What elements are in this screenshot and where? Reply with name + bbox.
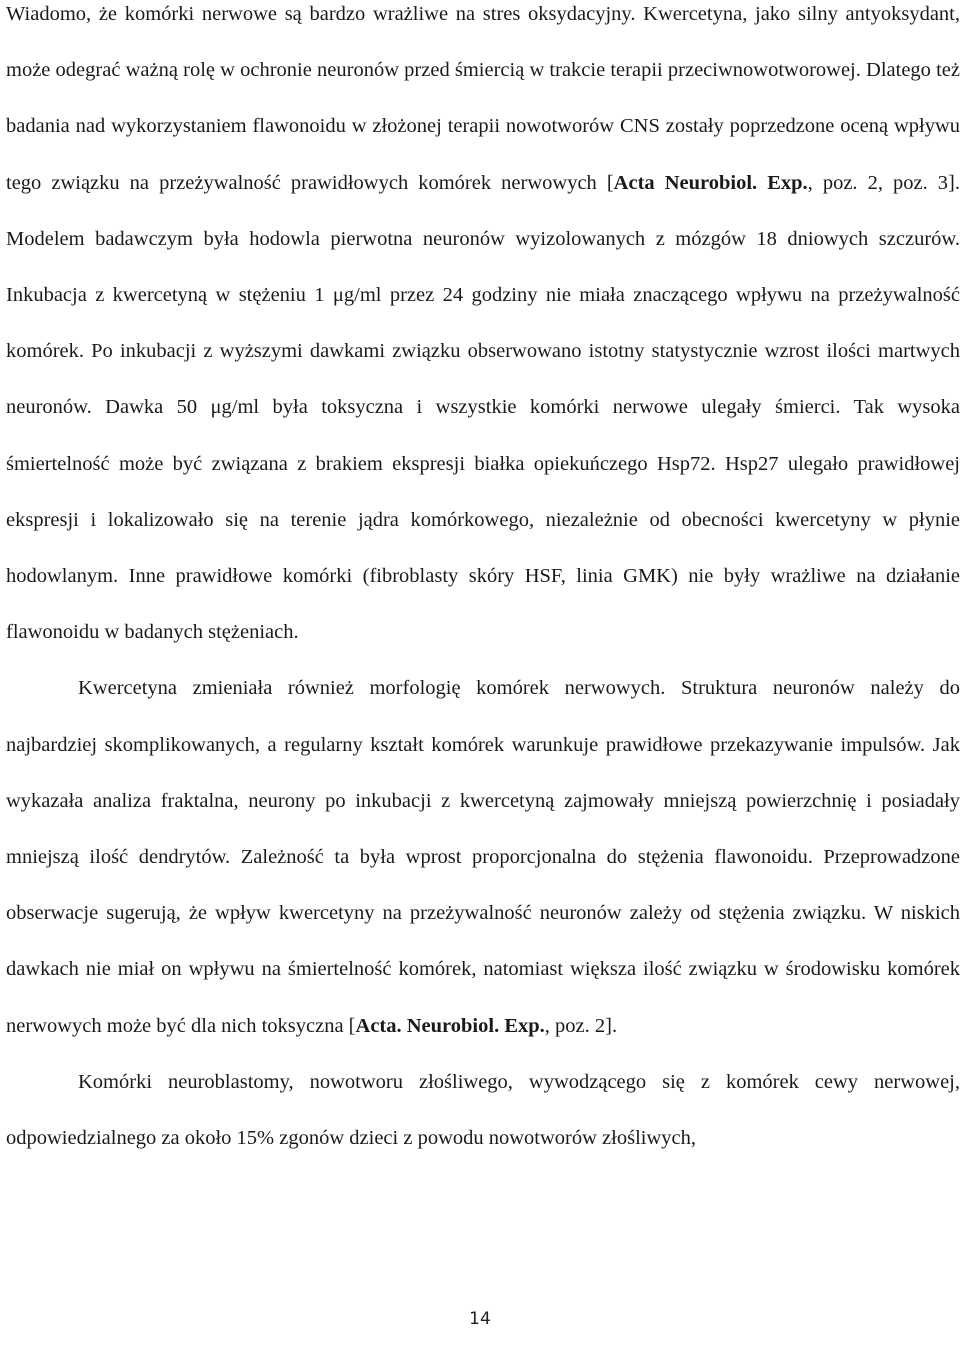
paragraph-1-text-a: Wiadomo, że komórki nerwowe są bardzo wrażliwe na stres oksydacyjny. Kwercetyna, jako silny antyoksydant, może odegrać ważną rolę w ochronie neuronów przed śmiercią w trakcie terapii przeciwnowotworowej. Dlatego też badania nad wykorzystaniem flawonoidu w złożonej terapii nowotworów CNS zostały poprzedzone oceną wpływu tego związku na przeżywalność prawidłowych komórek nerwowych [ (6, 3, 960, 194)
paragraph-1-text-b: , poz. 2, poz. 3]. Modelem badawczym była hodowla pierwotna neuronów wyizolowanych z mózgów 18 dniowych szczurów. Inkubacja z kwercetyną w stężeniu 1 μg/ml przez 24 godziny nie miała znaczącego wpływu na przeżywalność komórek. Po inkubacji z wyższymi dawkami związku obserwowano istotny statystycznie wzrost ilości martwych neuronów. Dawka 50 μg/ml była toksyczna i wszystkie komórki nerwowe ulegały śmierci. Tak wysoka śmiertelność może być związana z brakiem ekspresji białka opiekuńczego Hsp72. Hsp27 ulegało prawidłowej ekspresji i lokalizowało się na terenie jądra komórkowego, niezależnie od obecności kwercetyny w płynie hodowlanym. Inne prawidłowe komórki (fibroblasty skóry HSF, linia GMK) nie były wrażliwe na działanie flawonoidu w badanych stężeniach. (6, 171, 960, 644)
paragraph-3 (6, 1054, 960, 1166)
paragraph-1 (6, 0, 960, 660)
document-page (6, 0, 960, 1166)
paragraph-2-text-b: , poz. 2]. (544, 1014, 618, 1037)
paragraph-2-text-a: Kwercetyna zmieniała również morfologię komórek nerwowych. Struktura neuronów należy do najbardziej skomplikowanych, a regularny kształt komórek warunkuje prawidłowe przekazywanie impulsów. Jak wykazała analiza fraktalna, neurony po inkubacji z kwercetyną zajmowały mniejszą powierzchnię i posiadały mniejszą ilość dendrytów. Zależność ta była wprost proporcjonalna do stężenia flawonoidu. Przeprowadzone obserwacje sugerują, że wpływ kwercetyny na przeżywalność neuronów zależy od stężenia związku. W niskich dawkach nie miał on wpływu na śmiertelność komórek, natomiast większa ilość związku w środowisku komórek nerwowych może być dla nich toksyczna [ (6, 677, 960, 1037)
page-number: 14 (469, 1309, 491, 1329)
paragraph-2 (6, 660, 960, 1053)
paragraph-3-text: Komórki neuroblastomy, nowotworu złośliwego, wywodzącego się z komórek cewy nerwowej, odpowiedzialnego za około 15% zgonów dzieci z powodu nowotworów złośliwych, (6, 1070, 960, 1150)
citation-journal: Acta Neurobiol. Exp. (613, 171, 808, 194)
citation-journal: Acta. Neurobiol. Exp. (355, 1014, 545, 1037)
